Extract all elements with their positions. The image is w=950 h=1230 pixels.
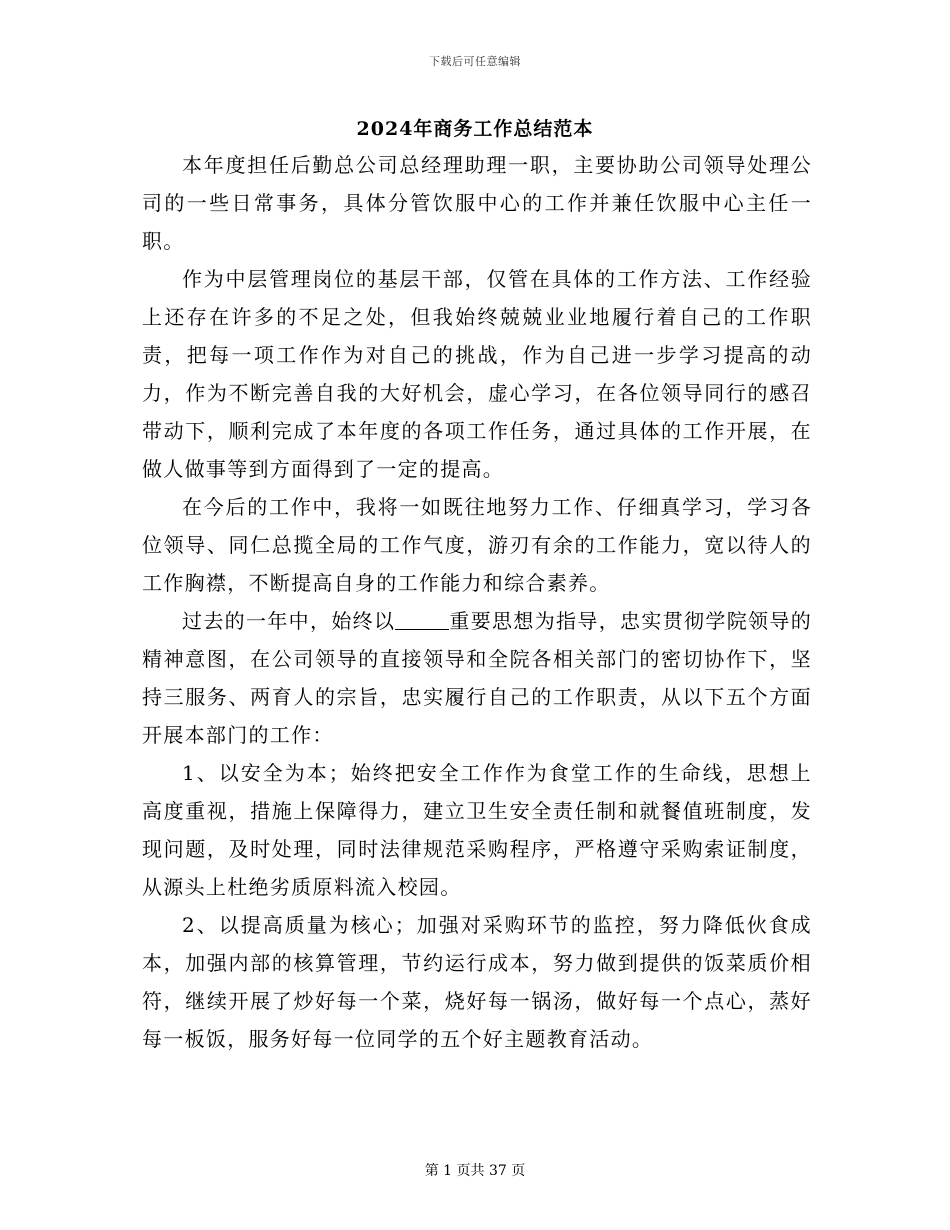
document-title: 2024年商务工作总结范本: [356, 118, 594, 140]
paragraph-3: 在今后的工作中，我将一如既往地努力工作、仔细真学习，学习各位领导、同仁总揽全局的工作气度，游刃有余的工作能力，宽以待人的工作胸襟，不断提高自身的工作能力和综合素养。: [142, 495, 812, 595]
paragraph-4-start: 过去的一年中，始终以: [182, 609, 396, 633]
fill-in-blank: [395, 609, 449, 630]
document-body: [142, 146, 812, 1058]
paragraph-2: 作为中层管理岗位的基层干部，仅管在具体的工作方法、工作经验上还存在许多的不足之处，但我始终兢兢业业地履行着自己的工作职责，把每一项工作作为对自己的挑战，作为自己进一步学习提高的动力，作为不断完善自我的大好机会，虚心学习，在各位领导同行的感召带动下，顺利完成了本年度的各项工作任务，通过具体的工作开展，在做人做事等到方面得到了一定的提高。: [142, 267, 812, 481]
paragraph-4-end: 重要思想为指导，忠实贯彻学院领导的精神意图，在公司领导的直接领导和全院各相关部门的密切协作下，坚持三服务、两育人的宗旨，忠实履行自己的工作职责，从以下五个方面开展本部门的工作：: [142, 609, 813, 747]
list-item-2: 2、以提高质量为核心；加强对采购环节的监控，努力降低伙食成本，加强内部的核算管理，节约运行成本，努力做到提供的饭菜质价相符，继续开展了炒好每一个菜，烧好每一锅汤，做好每一个点心，蒸好每一板饭，服务好每一位同学的五个好主题教育活动。: [142, 913, 812, 1051]
paragraph-4: [142, 602, 812, 754]
page-footer: 第 1 页共 37 页: [424, 1163, 526, 1179]
paragraph-1: 本年度担任后勤总公司总经理助理一职，主要协助公司领导处理公司的一些日常事务，具体分管饮服中心的工作并兼任饮服中心主任一职。: [142, 153, 812, 253]
page-header: 下载后可任意编辑: [429, 55, 521, 68]
list-item-1: 1、以安全为本；始终把安全工作作为食堂工作的生命线，思想上高度重视，措施上保障得力，建立卫生安全责任制和就餐值班制度，发现问题，及时处理，同时法律规范采购程序，严格遵守采购索证制度，从源头上杜绝劣质原料流入校园。: [142, 761, 812, 899]
